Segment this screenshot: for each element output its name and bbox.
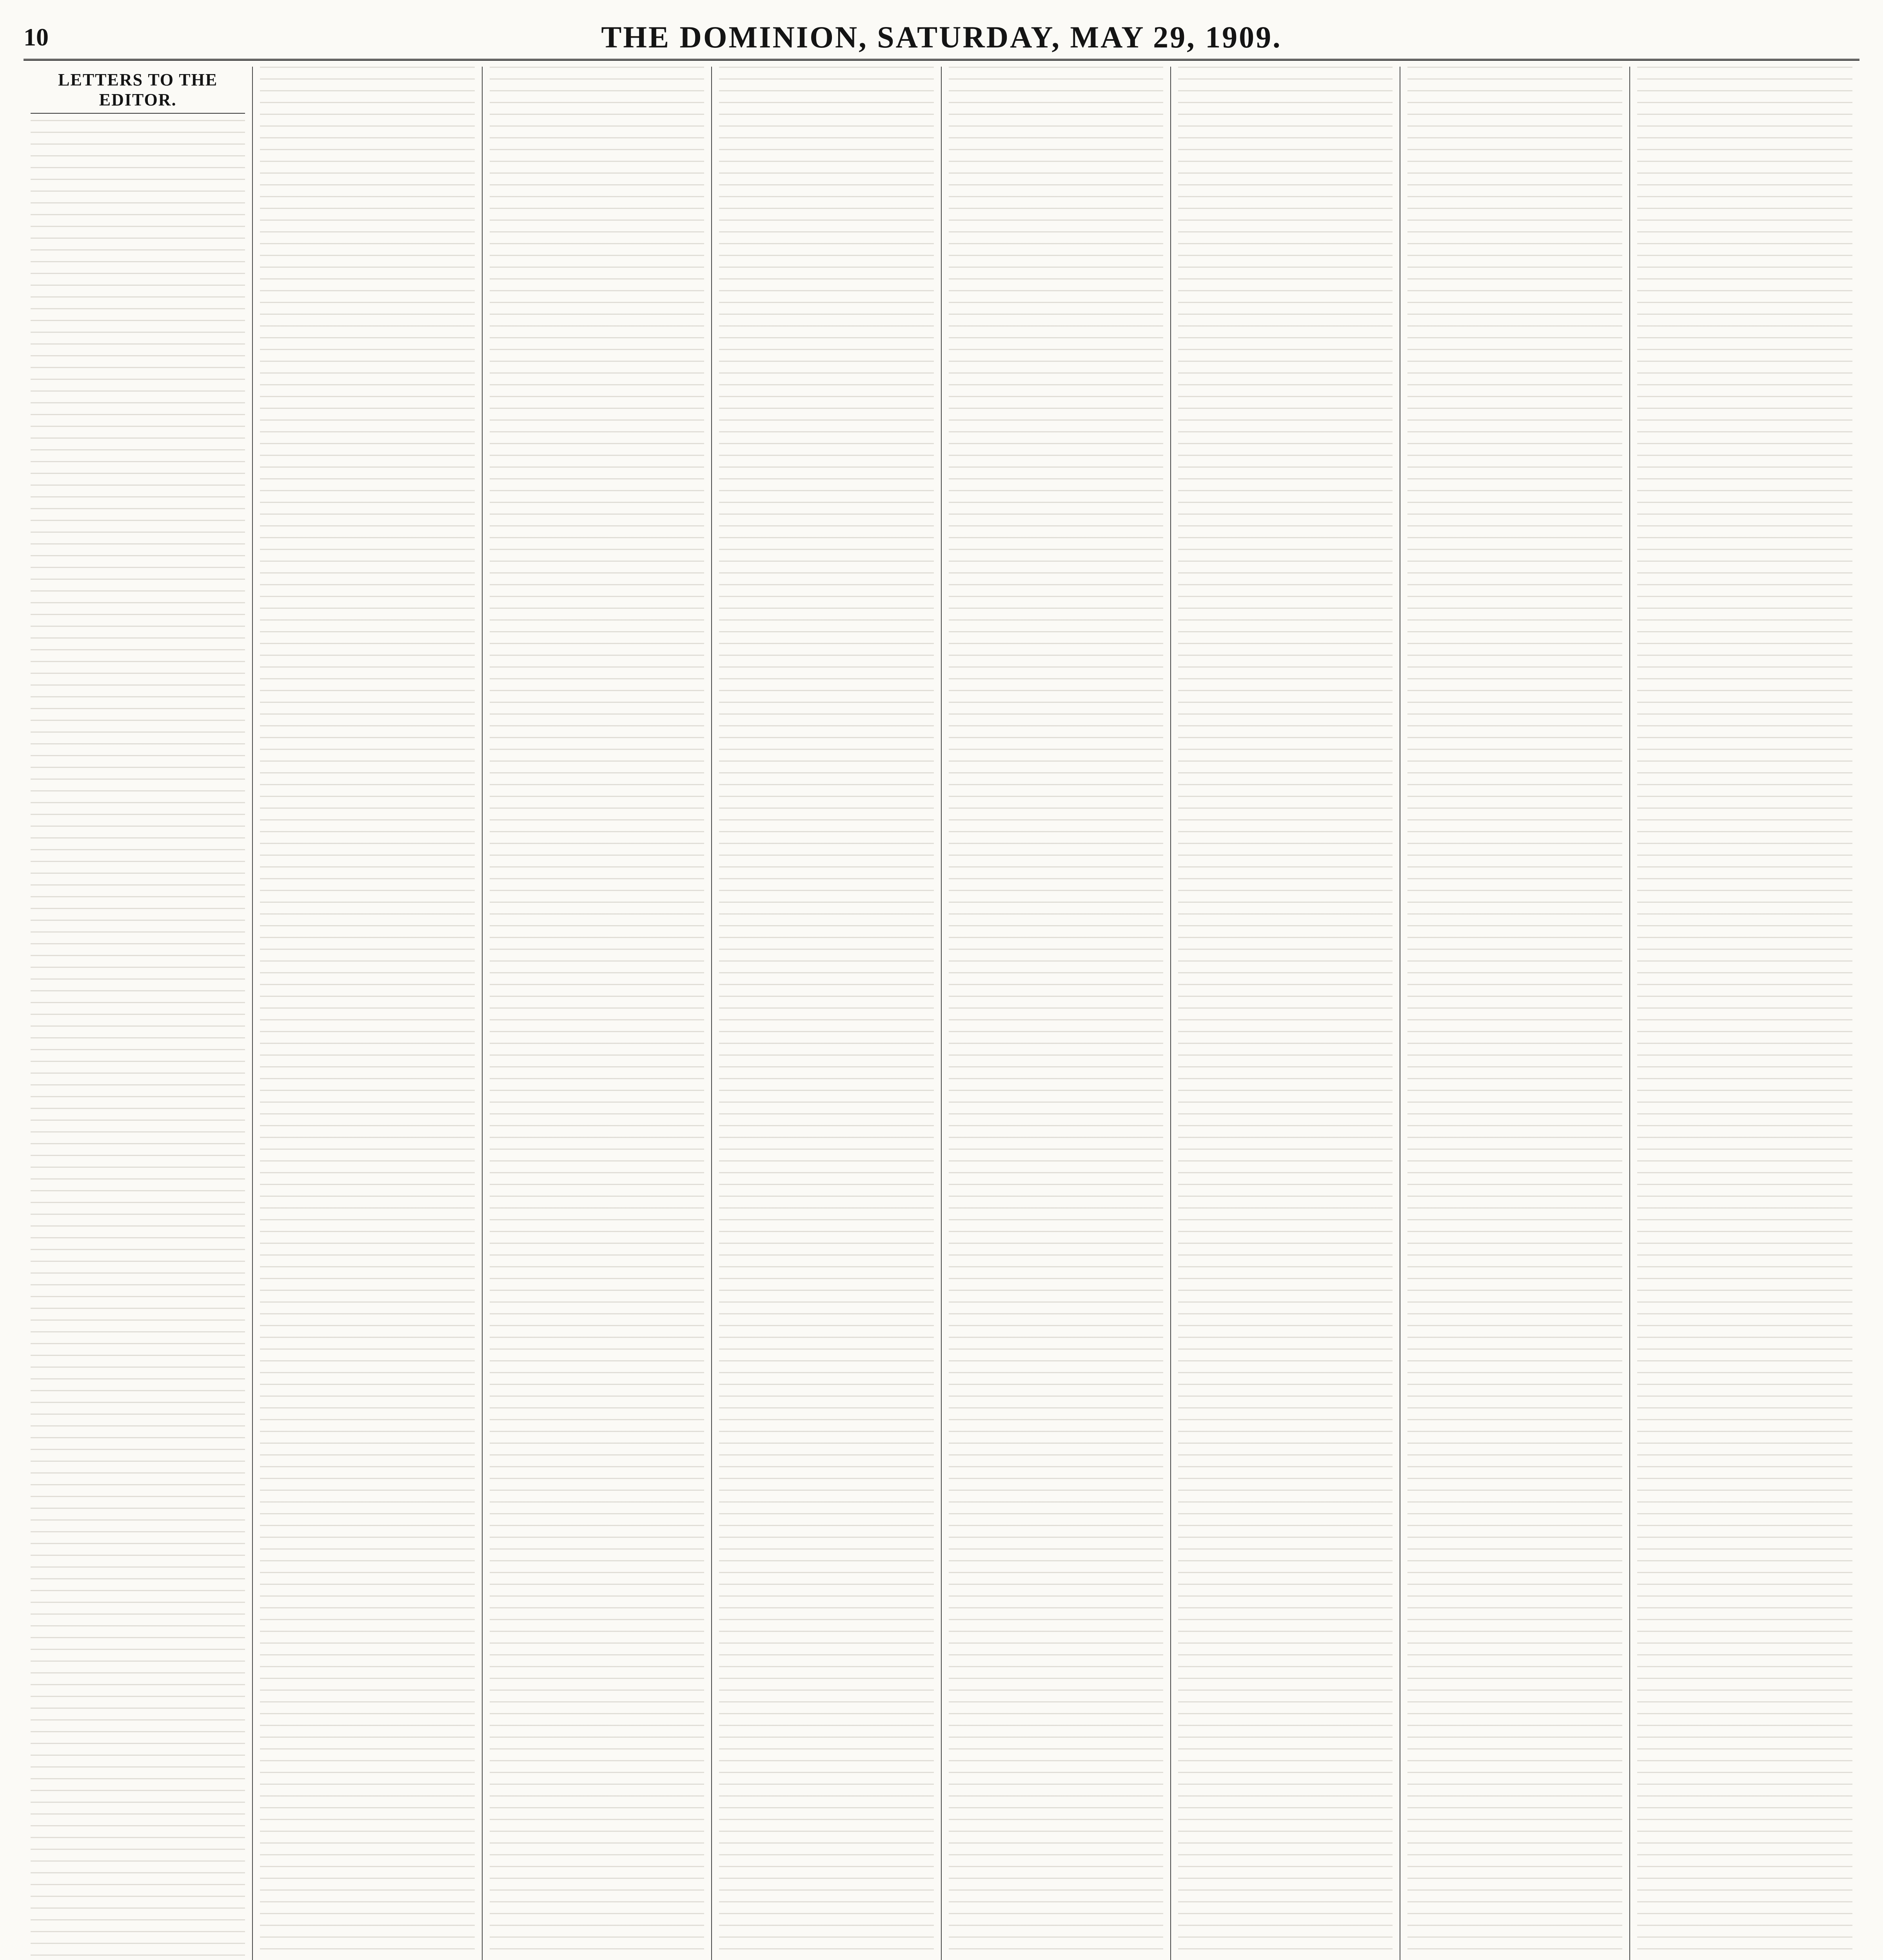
column-text-placeholder xyxy=(949,67,1163,1960)
column-text-placeholder xyxy=(719,67,933,1960)
column-text-placeholder xyxy=(1637,67,1852,1960)
column-3 xyxy=(483,67,712,1960)
newspaper-columns xyxy=(24,67,1859,1960)
masthead-title: THE DOMINION, SATURDAY, MAY 29, 1909. xyxy=(601,20,1282,54)
column-6 xyxy=(1171,67,1400,1960)
column-text-placeholder xyxy=(1407,67,1622,1960)
column-text-placeholder xyxy=(31,120,245,1960)
masthead xyxy=(24,16,1859,61)
column-4 xyxy=(712,67,941,1960)
column-8 xyxy=(1630,67,1859,1960)
column-text-placeholder xyxy=(1178,67,1393,1960)
column-1 xyxy=(24,67,253,1960)
column-text-placeholder xyxy=(260,67,474,1960)
column-2 xyxy=(253,67,482,1960)
page-number: 10 xyxy=(24,23,49,51)
column-text-placeholder xyxy=(490,67,704,1960)
letters-heading: LETTERS TO THE EDITOR. xyxy=(31,70,245,114)
column-7 xyxy=(1400,67,1630,1960)
column-5 xyxy=(942,67,1171,1960)
